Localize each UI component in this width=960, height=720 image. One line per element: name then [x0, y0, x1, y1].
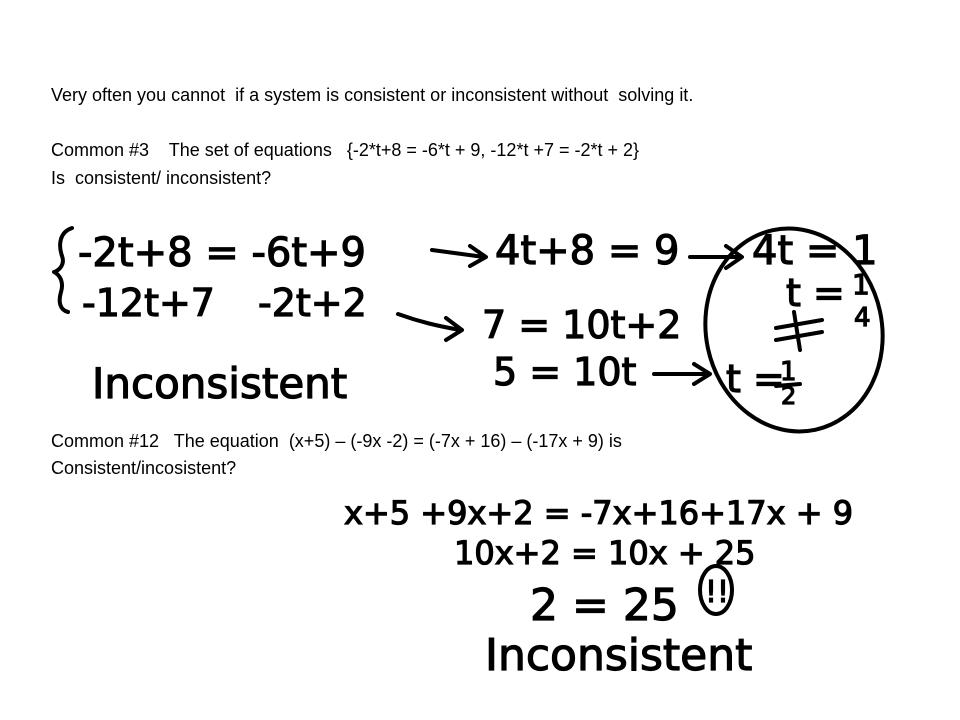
fraction-1-denominator: 4	[854, 303, 871, 333]
exclaim-circle	[700, 566, 732, 614]
arrow-1	[432, 246, 486, 266]
not-equal-mark	[776, 312, 822, 350]
answer-problem-3: Inconsistent	[92, 359, 348, 408]
step-4t-plus-8: 4t+8 = 9	[495, 228, 680, 274]
step-4t-equals-1: 4t = 1	[752, 228, 878, 274]
arrow-3	[398, 314, 462, 340]
equation-2-left: -12t+7	[82, 281, 215, 325]
step-5-equals-10t: 5 = 10t	[493, 350, 637, 394]
equation-2-right: -2t+2	[258, 281, 367, 325]
equation-1: -2t+8 = -6t+9	[78, 230, 367, 276]
fraction-bar	[776, 384, 800, 386]
step-expand: x+5 +9x+2 = -7x+16+17x + 9	[344, 494, 854, 532]
step-t-equals: t =	[786, 271, 845, 315]
step-t-equals-half: t =	[726, 357, 785, 401]
problem-3-question: Is consistent/ inconsistent?	[51, 168, 272, 188]
step-simplify: 10x+2 = 10x + 25	[454, 534, 756, 572]
problem-12-statement: Common #12 The equation (x+5) – (-9x -2) = (-7x + 16) – (-17x + 9) is	[51, 431, 622, 451]
circle-annotation	[687, 212, 902, 448]
step-7-equals: 7 = 10t+2	[482, 303, 682, 347]
problem-3-statement: Common #3 The set of equations {-2*t+8 = -6*t + 9, -12*t +7 = -2*t + 2}	[51, 140, 640, 160]
arrow-2	[690, 246, 742, 268]
step-2-equals-25: 2 = 25	[530, 580, 679, 631]
intro-sentence: Very often you cannot if a system is consistent or inconsistent without solving it.	[51, 85, 694, 105]
exclaim-marks: !!	[705, 575, 730, 610]
fraction-1-numerator: 1	[852, 268, 870, 301]
fraction-2-numerator: 1	[780, 357, 797, 387]
answer-problem-12: Inconsistent	[485, 630, 753, 681]
problem-12-question: Consistent/incosistent?	[51, 458, 237, 478]
arrow-4	[654, 364, 710, 384]
system-brace	[54, 228, 72, 312]
fraction-2-denominator: 2	[781, 382, 797, 410]
